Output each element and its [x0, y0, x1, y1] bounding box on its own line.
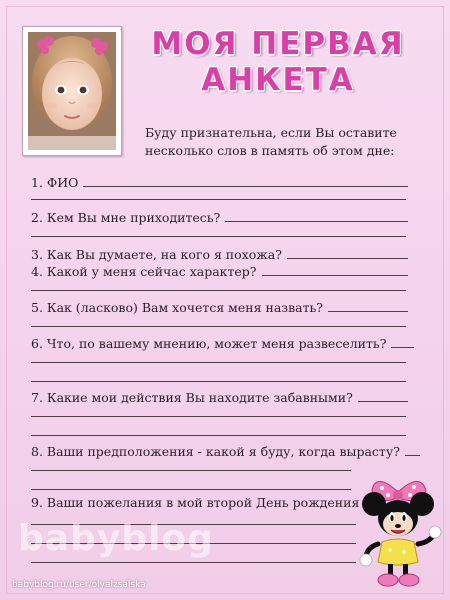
- question-1-label: 1. ФИО: [31, 175, 79, 190]
- answer-line[interactable]: [31, 326, 406, 327]
- answer-line[interactable]: [31, 199, 406, 200]
- intro-line-1: Буду признательна, если Вы оставите: [145, 125, 397, 140]
- answer-line[interactable]: [31, 290, 406, 291]
- question-5-answer-line[interactable]: [328, 311, 408, 312]
- answer-line[interactable]: [31, 236, 406, 237]
- title-line-2: АНКЕТА: [201, 62, 355, 98]
- child-portrait-drawing: [28, 32, 116, 150]
- question-7: [31, 387, 408, 405]
- intro-line-2: несколько слов в память об этом дне:: [145, 143, 395, 158]
- watermark: babyblog: [18, 518, 214, 559]
- question-1: [31, 172, 408, 190]
- answer-line[interactable]: [31, 416, 406, 417]
- question-3-label: 3. Как Вы думаете, на кого я похожа?: [31, 247, 282, 262]
- question-6-label: 6. Что, по вашему мнению, может меня развеселить?: [31, 336, 387, 351]
- question-2-label: 2. Кем Вы мне приходитесь?: [31, 210, 221, 225]
- title-line-1: МОЯ ПЕРВАЯ: [151, 26, 405, 62]
- answer-line[interactable]: [31, 435, 406, 436]
- question-5: [31, 297, 408, 315]
- child-photo-image: [28, 32, 116, 150]
- answer-line[interactable]: [31, 362, 406, 363]
- page-title: [128, 26, 428, 98]
- question-9-label: 9. Ваши пожелания в мой второй День рождения: [31, 495, 360, 510]
- question-8-answer-line[interactable]: [405, 455, 420, 456]
- question-9: [31, 492, 366, 510]
- question-7-label: 7. Какие мои действия Вы находите забавными?: [31, 390, 353, 405]
- answer-line[interactable]: [31, 470, 351, 471]
- question-5-label: 5. Как (ласково) Вам хочется меня назвать?: [31, 300, 324, 315]
- question-2: [31, 207, 408, 225]
- intro-text: [145, 124, 425, 160]
- question-2-answer-line[interactable]: [225, 221, 408, 222]
- question-8-label: 8. Ваши предположения - какой я буду, когда вырасту?: [31, 444, 400, 459]
- answer-line[interactable]: [31, 489, 351, 490]
- question-7-answer-line[interactable]: [358, 401, 408, 402]
- question-8: [31, 441, 420, 459]
- question-1-answer-line[interactable]: [83, 186, 408, 187]
- question-4-label: 4. Какой у меня сейчас характер?: [31, 264, 257, 279]
- question-4-answer-line[interactable]: [262, 275, 408, 276]
- question-3: [31, 244, 408, 262]
- child-photo: [22, 26, 122, 156]
- answer-line[interactable]: [31, 381, 406, 382]
- question-6: [31, 333, 414, 351]
- question-3-answer-line[interactable]: [287, 258, 408, 259]
- answer-line[interactable]: [31, 562, 356, 563]
- question-4: [31, 261, 408, 279]
- question-6-answer-line[interactable]: [391, 347, 414, 348]
- source-credit: babyblog.ru/user/olyalzsalska: [12, 580, 146, 590]
- minnie-mouse-illustration: [352, 462, 444, 594]
